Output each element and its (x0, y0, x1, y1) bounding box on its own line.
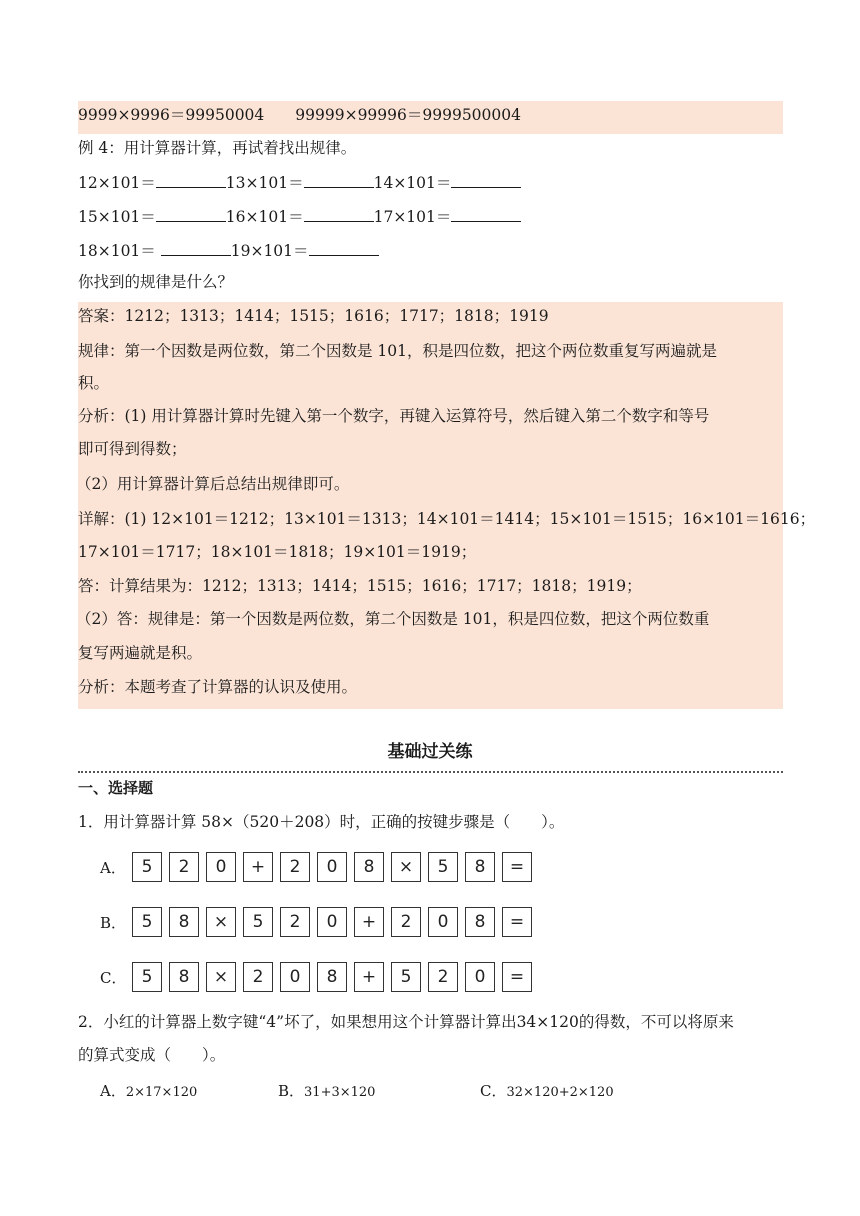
rule-line-1: 规律：第一个因数是两位数，第二个因数是 101，积是四位数，把这个两位数重复写两遍就是 (78, 342, 718, 360)
detail-line-3: 答：计算结果为：1212；1313；1414；1515；1616；1717；1818；1919； (78, 577, 642, 595)
section-heading: 一、选择题 (78, 779, 154, 797)
expr: 17×101＝ (373, 208, 452, 226)
question-2-text-2: 的算式变成（ ）。 (78, 1046, 226, 1064)
calculator-key: + (354, 907, 384, 937)
calculator-key: 2 (428, 962, 458, 992)
calculator-key: 5 (132, 962, 162, 992)
calculator-key: × (391, 852, 421, 882)
analysis-line-1: 分析：(1) 用计算器计算时先键入第一个数字，再键入运算符号，然后键入第二个数字和等号 (78, 407, 710, 425)
rule-line-2: 积。 (78, 374, 110, 392)
answer-blank[interactable] (156, 206, 226, 222)
calculator-key: 5 (428, 852, 458, 882)
expr: 19×101＝ (230, 242, 309, 260)
calculator-key: 8 (169, 907, 199, 937)
calculator-key: = (502, 852, 532, 882)
calculator-key: 0 (428, 907, 458, 937)
analysis-line-2: 即可得到得数； (78, 440, 187, 458)
expr: 18×101＝ (78, 242, 161, 260)
calculator-key: 2 (280, 907, 310, 937)
answer-blank[interactable] (451, 206, 521, 222)
example4-question: 你找到的规律是什么？ (78, 273, 234, 291)
detail-line-5: 复写两遍就是积。 (78, 644, 203, 662)
q1-option-b[interactable] (100, 906, 539, 938)
q2-option-b[interactable] (278, 1080, 375, 1101)
calculator-key: 8 (317, 962, 347, 992)
q2-option-c[interactable] (480, 1080, 614, 1101)
calculator-key: 2 (169, 852, 199, 882)
calculator-key: 5 (132, 852, 162, 882)
detail-line-4: （2）答：规律是：第一个因数是两位数，第二个因数是 101，积是四位数，把这个两位数重 (76, 610, 710, 628)
calculator-key: 8 (465, 852, 495, 882)
example4-row-3 (78, 240, 379, 262)
answer-blank[interactable] (161, 240, 231, 256)
calculator-key: = (502, 962, 532, 992)
calculator-key: 5 (391, 962, 421, 992)
calculator-key: + (354, 962, 384, 992)
option-label: C． (100, 968, 127, 987)
calculator-key: × (206, 962, 236, 992)
calculator-key: × (206, 907, 236, 937)
calculator-key: + (243, 852, 273, 882)
option-label: A． (100, 1082, 126, 1100)
option-value: 32×120+2×120 (506, 1085, 614, 1100)
answer-blank[interactable] (451, 172, 521, 188)
question-2-text-1: 2．小红的计算器上数字键“4”坏了，如果想用这个计算器计算出34×120的得数，不可以将原来 (78, 1013, 734, 1031)
calculator-key: 0 (317, 852, 347, 882)
q1-option-a[interactable] (100, 851, 539, 883)
expr: 14×101＝ (373, 174, 452, 192)
calculator-key: 8 (354, 852, 384, 882)
detail-line-1: 详解：(1) 12×101＝1212；13×101＝1313；14×101＝1414；15×101＝1515；16×101＝1616； (78, 510, 816, 528)
calculator-key: 0 (206, 852, 236, 882)
option-label: C． (480, 1082, 507, 1100)
q2-option-a[interactable] (100, 1080, 197, 1101)
expr: 16×101＝ (225, 208, 304, 226)
option-label: B． (100, 913, 127, 932)
expr: 15×101＝ (78, 208, 156, 226)
answer-line: 答案：1212；1313；1414；1515；1616；1717；1818；1919 (78, 307, 549, 325)
calculator-key: 5 (132, 907, 162, 937)
expr: 12×101＝ (78, 174, 156, 192)
question-1-text: 1．用计算器计算 58×（520＋208）时，正确的按键步骤是（ ）。 (78, 813, 565, 831)
calculator-key: 2 (280, 852, 310, 882)
answer-blank[interactable] (304, 172, 374, 188)
answer-blank[interactable] (156, 172, 226, 188)
expr: 13×101＝ (225, 174, 304, 192)
example4-row-2 (78, 206, 521, 228)
option-label: A． (100, 858, 126, 877)
example4-row-1 (78, 172, 521, 194)
calculator-key: 8 (465, 907, 495, 937)
option-value: 31+3×120 (304, 1085, 376, 1100)
option-value: 2×17×120 (125, 1085, 198, 1100)
section-title: 基础过关练 (387, 742, 473, 762)
example4-heading: 例 4：用计算器计算，再试着找出规律。 (78, 139, 357, 157)
calculator-key: 0 (280, 962, 310, 992)
calculator-key: 8 (169, 962, 199, 992)
top-equation-line: 9999×9996＝99950004 99999×99996＝9999500004 (78, 106, 521, 124)
detail-line-2: 17×101＝1717；18×101＝1818；19×101＝1919； (78, 543, 477, 561)
answer-blank[interactable] (309, 240, 379, 256)
calculator-key: 0 (465, 962, 495, 992)
option-label: B． (278, 1082, 305, 1100)
calculator-key: 2 (391, 907, 421, 937)
calculator-key: 5 (243, 907, 273, 937)
q1-option-c[interactable] (100, 961, 539, 993)
dotted-divider (78, 771, 783, 773)
calculator-key: 0 (317, 907, 347, 937)
answer-blank[interactable] (304, 206, 374, 222)
analysis-line-3: （2）用计算器计算后总结出规律即可。 (76, 475, 350, 493)
calculator-key: = (502, 907, 532, 937)
analysis-final-line: 分析：本题考查了计算器的认识及使用。 (78, 678, 358, 696)
calculator-key: 2 (243, 962, 273, 992)
